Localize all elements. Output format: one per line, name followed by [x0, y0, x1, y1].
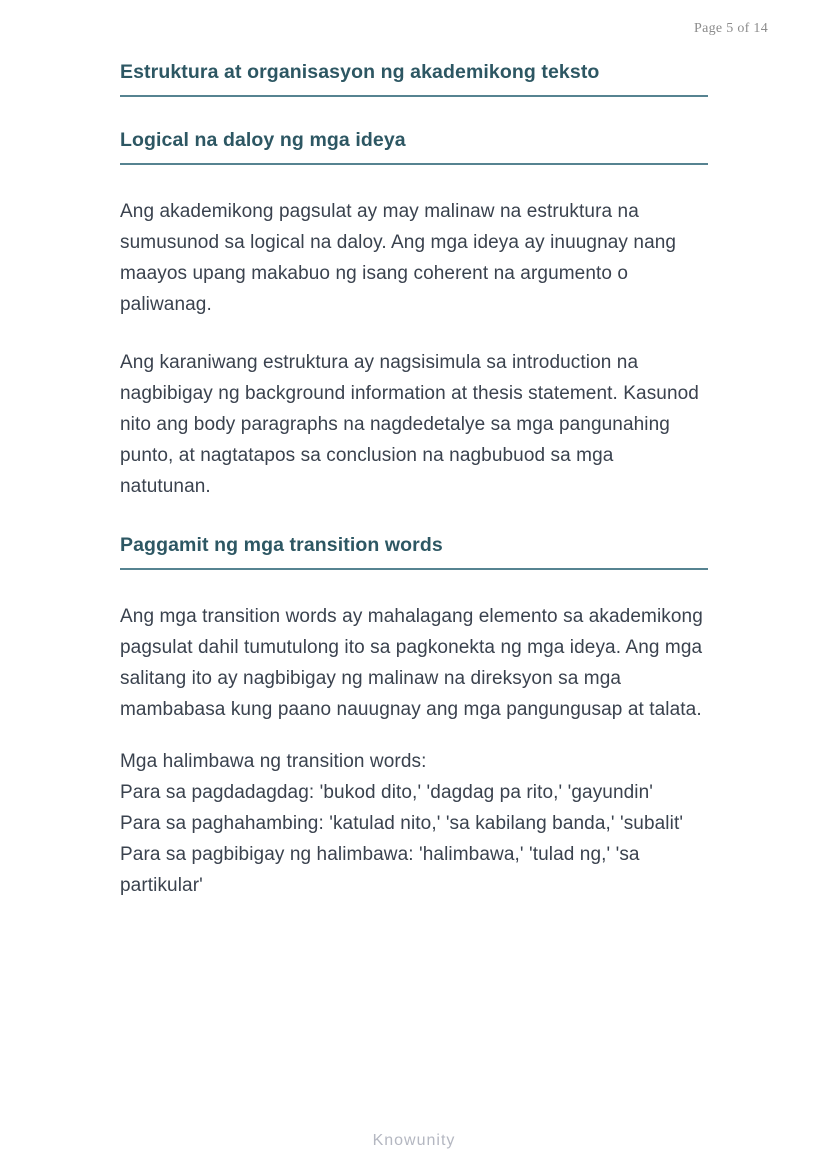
knowunity-brand: Knowunity	[372, 1132, 456, 1149]
section-transition-words	[120, 533, 708, 901]
example-line-paghahambing: Para sa paghahambing: 'katulad nito,' 'sa kabilang banda,' 'subalit'	[120, 813, 684, 834]
page-number: Page 5 of 14	[694, 21, 768, 36]
example-line-pagdadagdag: Para sa pagdadagdag: 'bukod dito,' 'dagdag pa rito,' 'gayundin'	[120, 782, 654, 803]
paragraph: Ang mga transition words ay mahalagang elemento sa akademikong pagsulat dahil tumutulong ito sa pagkonekta ng mga ideya. Ang mga salitang ito ay nagbibigay ng malinaw na direksyon sa mga mambabasa kung paano nauugnay ang mga pangungusap at talata.	[120, 606, 703, 720]
paragraph: Ang akademikong pagsulat ay may malinaw na estruktura na sumusunod sa logical na daloy. Ang mga ideya ay inuugnay nang maayos upang makabuo ng isang coherent na argumento o paliwanag.	[120, 201, 677, 315]
example-line-pagbibigay-halimbawa: Para sa pagbibigay ng halimbawa: 'halimbawa,' 'tulad ng,' 'sa partikular'	[120, 844, 640, 896]
section-heading-logical-na-daloy: Logical na daloy ng mga ideya	[120, 128, 708, 165]
transition-words-examples	[120, 746, 708, 901]
document-title: Estruktura at organisasyon ng akademikong teksto	[120, 60, 708, 97]
section-logical-na-daloy	[120, 128, 708, 502]
example-line-intro: Mga halimbawa ng transition words:	[120, 751, 427, 772]
footer	[0, 1132, 828, 1150]
section-heading-transition-words: Paggamit ng mga transition words	[120, 533, 708, 570]
paragraph: Ang karaniwang estruktura ay nagsisimula sa introduction na nagbibigay ng background information at thesis statement. Kasunod nito ang body paragraphs na nagdedetalye sa mga pangunahing punto, at nagtatapos sa conclusion na nagbubuod sa mga natutunan.	[120, 352, 699, 497]
